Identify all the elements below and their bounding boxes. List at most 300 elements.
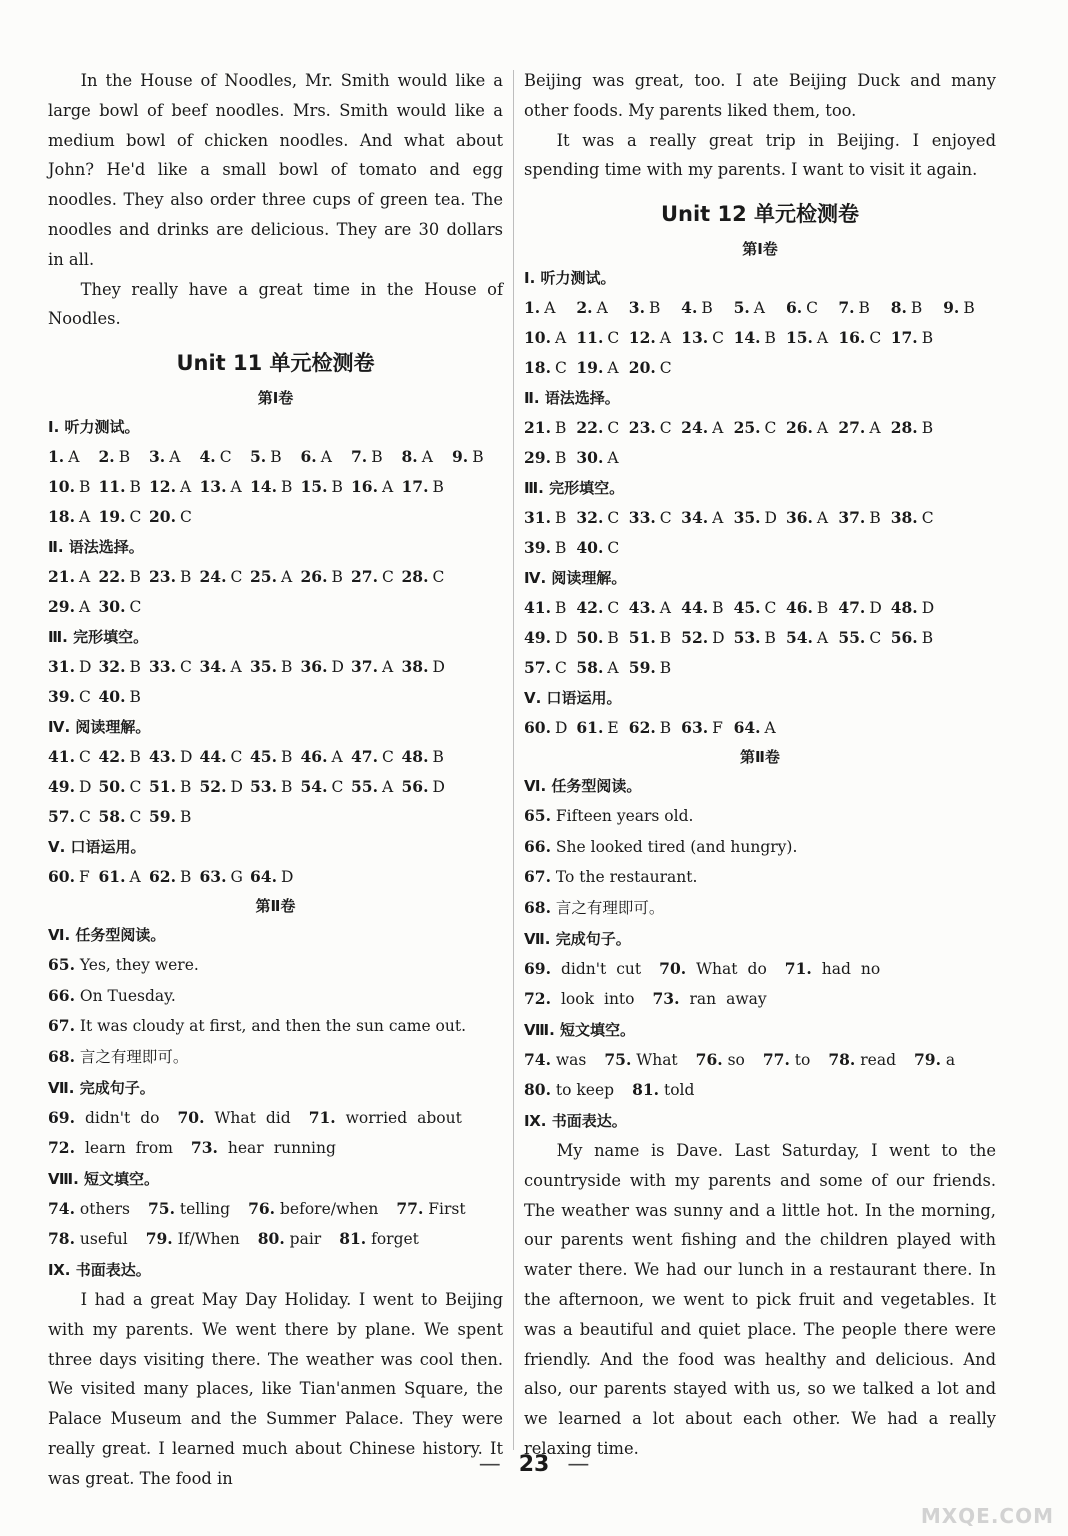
fill-item — [148, 1194, 230, 1225]
answer-item — [99, 592, 150, 622]
answer-item — [301, 442, 352, 472]
answer-item — [891, 413, 943, 443]
question-number: 71. — [308, 1107, 336, 1127]
answer-letter: C — [230, 568, 243, 587]
answer-letter: B — [280, 658, 293, 677]
answer-row — [48, 562, 503, 592]
question-number: 67. — [48, 1016, 75, 1036]
answer-letter: B — [129, 658, 141, 677]
answer-block — [48, 442, 503, 532]
part-title: 第Ⅱ卷 — [740, 748, 780, 767]
question-number: 63. — [199, 867, 227, 887]
answer-word: read — [860, 1050, 896, 1069]
question-number: 35. — [733, 508, 761, 528]
answer-word: First — [428, 1199, 466, 1218]
answer-letter: C — [381, 568, 394, 587]
answer-block — [524, 293, 996, 383]
answer-word: was — [555, 1050, 587, 1069]
answer-letter: C — [78, 688, 91, 707]
answer-item — [48, 502, 99, 532]
question-number: 62. — [149, 867, 176, 887]
answer-letter: A — [764, 719, 776, 738]
answer-row — [48, 802, 503, 832]
answer-letter: A — [712, 419, 724, 438]
answer-row — [524, 593, 996, 623]
question-number: 64. — [250, 867, 277, 887]
answer-letter: A — [816, 509, 829, 528]
answer-letter: B — [764, 629, 776, 648]
answer-text: To the restaurant. — [555, 868, 698, 887]
answer-block — [48, 652, 503, 712]
answer-item — [99, 742, 150, 772]
question-number: 25. — [733, 418, 761, 438]
complete-row — [48, 1103, 503, 1134]
question-number: 15. — [785, 328, 813, 348]
question-number: 57. — [48, 807, 75, 827]
fill-item — [914, 1045, 955, 1076]
answer-letter: A — [331, 748, 343, 767]
answer-item — [301, 562, 352, 592]
answer-row — [48, 502, 503, 532]
question-number: 56. — [401, 777, 429, 797]
answer-letter: B — [118, 448, 131, 467]
fill-block — [48, 1194, 503, 1255]
question-number: 37. — [838, 508, 866, 528]
question-number: 47. — [838, 598, 866, 618]
essay-paragraph: It was a really great trip in Beijing. I enjoyed spending time with my parents. I want to visit it again. — [524, 130, 996, 180]
answer-item — [629, 353, 681, 383]
answer-item — [681, 413, 733, 443]
fill-item — [146, 1224, 240, 1255]
fill-item — [48, 1194, 130, 1225]
answer-item — [629, 713, 681, 743]
question-number: 51. — [149, 777, 176, 797]
essay-paragraph: Beijing was great, too. I ate Beijing Duck and many other foods. My parents liked them, too. — [524, 71, 996, 120]
answer-word: to — [794, 1050, 811, 1069]
question-number: 11. — [576, 328, 604, 348]
answer-item — [250, 562, 301, 592]
question-number: 20. — [628, 358, 656, 378]
question-number: 5. — [733, 298, 750, 318]
answer-text: On Tuesday. — [79, 986, 176, 1005]
answer-word: do — [140, 1108, 160, 1127]
answer-letter: B — [764, 329, 776, 348]
fill-item — [248, 1194, 378, 1225]
question-number: 77. — [762, 1049, 790, 1069]
section-heading: Ⅷ. 短文填空。 — [524, 1020, 636, 1039]
answer-item — [149, 742, 200, 772]
question-number: 62. — [628, 718, 656, 738]
answer-row — [524, 623, 996, 653]
question-number: 69. — [48, 1107, 75, 1127]
question-number: 48. — [890, 598, 918, 618]
complete-item — [48, 1133, 173, 1164]
section-heading: Ⅴ. 口语运用。 — [524, 689, 622, 708]
answer-item — [524, 713, 576, 743]
question-number: 80. — [257, 1229, 285, 1249]
section-heading: Ⅰ. 听力测试。 — [48, 418, 140, 437]
answer-letter: A — [421, 448, 433, 467]
answer-item — [943, 293, 995, 323]
answer-word: running — [273, 1139, 336, 1158]
fill-item — [604, 1045, 677, 1076]
answer-item — [402, 562, 453, 592]
answer-letter: A — [753, 299, 765, 318]
answer-letter: C — [129, 808, 142, 827]
unit-title: Unit 11 单元检测卷 — [176, 351, 375, 376]
answer-word: worried — [345, 1108, 408, 1127]
complete-item — [524, 984, 635, 1015]
answer-item — [402, 772, 453, 802]
answer-letter: B — [179, 568, 192, 587]
answer-item — [891, 323, 943, 353]
answer-row — [48, 862, 503, 892]
left-column — [48, 66, 503, 1494]
question-number: 24. — [681, 418, 709, 438]
answer-letter: B — [280, 478, 293, 497]
section-heading: Ⅴ. 口语运用。 — [48, 838, 146, 857]
answer-item — [734, 713, 786, 743]
answer-item — [734, 623, 786, 653]
answer-item — [576, 593, 628, 623]
answer-item — [402, 652, 453, 682]
answer-item — [681, 503, 733, 533]
question-number: 69. — [524, 958, 551, 978]
answer-letter: C — [554, 359, 567, 378]
answer-letter: B — [129, 568, 141, 587]
answer-letter: B — [179, 778, 192, 797]
watermark-logo — [904, 1470, 1054, 1530]
answer-letter: C — [129, 508, 142, 527]
answer-word: telling — [179, 1199, 231, 1218]
answer-item — [681, 623, 733, 653]
question-number: 2. — [576, 298, 593, 318]
answer-row — [48, 442, 503, 472]
answer-item — [629, 653, 681, 683]
complete-item — [659, 954, 767, 985]
answer-block — [524, 503, 996, 563]
answer-item — [576, 443, 628, 473]
task-answer — [524, 801, 996, 832]
answer-item — [48, 442, 99, 472]
answer-item — [48, 772, 99, 802]
answer-item — [402, 442, 453, 472]
fill-item — [696, 1045, 745, 1076]
answer-item — [838, 593, 890, 623]
answer-item — [149, 442, 200, 472]
question-number: 49. — [48, 777, 75, 797]
answer-item — [48, 562, 99, 592]
question-number: 36. — [785, 508, 813, 528]
answer-item — [734, 503, 786, 533]
part-title: 第Ⅰ卷 — [742, 240, 778, 259]
answer-letter: B — [472, 448, 484, 467]
section-heading: Ⅸ. 书面表达。 — [48, 1260, 151, 1279]
answer-item — [576, 653, 628, 683]
answer-letter: D — [78, 658, 92, 677]
question-number: 39. — [524, 538, 551, 558]
answer-item — [99, 772, 150, 802]
answer-item — [48, 862, 99, 892]
answer-block — [524, 713, 996, 743]
complete-row — [524, 954, 996, 985]
question-number: 70. — [177, 1107, 205, 1127]
question-number: 71. — [784, 958, 812, 978]
question-number: 32. — [98, 657, 126, 677]
answer-row — [48, 682, 503, 712]
question-number: 74. — [524, 1049, 551, 1069]
section-heading: Ⅶ. 完成句子。 — [48, 1078, 155, 1097]
answer-item — [891, 623, 943, 653]
question-number: 12. — [149, 477, 176, 497]
answer-letter: C — [607, 329, 620, 348]
answer-letter: B — [554, 419, 567, 438]
question-number: 57. — [524, 658, 551, 678]
answer-letter: B — [129, 478, 141, 497]
question-number: 43. — [149, 747, 176, 767]
question-number: 18. — [48, 507, 75, 527]
task-answer — [48, 950, 503, 981]
answer-item — [250, 742, 301, 772]
question-number: 23. — [149, 567, 176, 587]
answer-letter: A — [607, 359, 619, 378]
section-heading: Ⅶ. 完成句子。 — [524, 929, 631, 948]
question-number: 50. — [98, 777, 126, 797]
question-number: 31. — [48, 657, 75, 677]
answer-word: did — [265, 1108, 291, 1127]
answer-word: look — [560, 990, 594, 1009]
question-number: 64. — [733, 718, 761, 738]
answer-item — [838, 323, 890, 353]
answer-row — [524, 503, 996, 533]
answer-letter: B — [921, 629, 934, 648]
complete-row — [48, 1133, 503, 1164]
answer-letter: C — [659, 359, 672, 378]
answer-word: a — [945, 1050, 956, 1069]
answer-item — [681, 323, 733, 353]
answer-item — [48, 742, 99, 772]
answer-word: cut — [616, 959, 642, 978]
question-number: 5. — [250, 447, 267, 467]
answer-row — [48, 652, 503, 682]
question-number: 43. — [628, 598, 656, 618]
question-number: 17. — [401, 477, 429, 497]
answer-letter: B — [129, 748, 141, 767]
question-number: 76. — [695, 1049, 723, 1069]
answer-item — [524, 443, 576, 473]
answer-item — [524, 503, 576, 533]
answer-item — [838, 293, 890, 323]
question-number: 13. — [681, 328, 709, 348]
answer-letter: B — [921, 329, 934, 348]
question-number: 1. — [524, 298, 541, 318]
question-number: 65. — [524, 806, 551, 826]
answer-letter: F — [78, 868, 90, 887]
part-title: 第Ⅱ卷 — [255, 897, 296, 916]
question-number: 55. — [351, 777, 378, 797]
answer-word: told — [663, 1081, 695, 1100]
answer-item — [576, 623, 628, 653]
answer-letter: B — [432, 478, 444, 497]
answer-letter: C — [607, 599, 620, 618]
answer-item — [734, 593, 786, 623]
answer-word: didn't — [560, 959, 607, 978]
answer-item — [786, 593, 838, 623]
answer-letter: B — [371, 448, 383, 467]
answer-item — [838, 503, 890, 533]
question-number: 44. — [681, 598, 709, 618]
question-number: 4. — [199, 447, 216, 467]
answer-word: useful — [79, 1230, 128, 1249]
answer-item — [48, 652, 99, 682]
answer-text: She looked tired (and hungry). — [555, 837, 798, 856]
complete-block — [524, 954, 996, 1015]
answer-word: to keep — [555, 1081, 615, 1100]
question-number: 52. — [681, 628, 709, 648]
answer-letter: C — [381, 748, 394, 767]
section-heading: Ⅲ. 完形填空。 — [48, 628, 149, 647]
answer-row — [524, 653, 996, 683]
answer-letter: B — [816, 599, 829, 618]
question-number: 72. — [48, 1138, 75, 1158]
complete-item — [653, 984, 767, 1015]
answer-item — [149, 472, 200, 502]
question-number: 45. — [733, 598, 761, 618]
answer-letter: D — [554, 719, 568, 738]
question-number: 60. — [48, 867, 75, 887]
answer-word: What — [636, 1050, 678, 1069]
question-number: 2. — [98, 447, 115, 467]
section-heading: Ⅱ. 语法选择。 — [48, 538, 144, 557]
answer-item — [524, 293, 576, 323]
answer-letter: A — [68, 448, 80, 467]
question-number: 14. — [733, 328, 761, 348]
question-number: 7. — [351, 447, 368, 467]
fill-row — [48, 1224, 503, 1255]
question-number: 77. — [396, 1198, 424, 1218]
answer-letter: C — [129, 598, 142, 617]
answer-item — [891, 293, 943, 323]
answer-letter: A — [712, 509, 724, 528]
answer-letter: B — [129, 688, 141, 707]
question-number: 59. — [628, 658, 656, 678]
question-number: 27. — [838, 418, 866, 438]
answer-item — [524, 353, 576, 383]
answer-letter: D — [869, 599, 882, 618]
fill-item — [339, 1224, 419, 1255]
answer-letter: A — [544, 299, 556, 318]
answer-item — [351, 652, 402, 682]
fill-row — [48, 1194, 503, 1225]
answer-text: Fifteen years old. — [555, 807, 694, 826]
answer-word: pair — [289, 1230, 322, 1249]
answer-item — [402, 472, 453, 502]
section-heading: Ⅰ. 听力测试。 — [524, 269, 616, 288]
answer-item — [734, 413, 786, 443]
fill-item — [396, 1194, 465, 1225]
question-number: 79. — [145, 1229, 173, 1249]
answer-item — [524, 623, 576, 653]
complete-item — [191, 1133, 336, 1164]
fill-item — [524, 1045, 586, 1076]
task-block — [48, 950, 503, 1072]
question-number: 41. — [524, 598, 551, 618]
answer-word: If/When — [177, 1230, 240, 1249]
answer-letter: A — [381, 478, 394, 497]
section-heading: Ⅳ. 阅读理解。 — [524, 569, 627, 588]
answer-item — [99, 652, 150, 682]
question-number: 32. — [576, 508, 604, 528]
question-number: 11. — [98, 477, 126, 497]
essay-paragraph: I had a great May Day Holiday. I went to Beijing with my parents. We went there by plane. We spent three days visiting there. The weather was cool then. We visited many places, like Tian'anmen Square, the Palace Museum and the Summer Palace. They were really great. I learned much about Chinese history. It was great. The food in — [48, 1289, 503, 1488]
answer-letter: B — [963, 299, 975, 318]
complete-item — [178, 1103, 291, 1134]
question-number: 44. — [199, 747, 227, 767]
answer-letter: A — [659, 599, 671, 618]
question-number: 78. — [48, 1229, 75, 1249]
complete-item — [524, 954, 641, 985]
answer-text: Yes, they were. — [79, 956, 199, 975]
answer-letter: C — [607, 539, 620, 558]
answer-letter: C — [869, 329, 882, 348]
answer-letter: B — [554, 509, 567, 528]
answer-word: before/when — [280, 1199, 379, 1218]
task-answer — [524, 832, 996, 863]
question-number: 81. — [632, 1080, 660, 1100]
answer-letter: A — [320, 448, 332, 467]
answer-block — [48, 862, 503, 892]
answer-letter: A — [78, 568, 91, 587]
answer-item — [200, 442, 251, 472]
question-number: 38. — [401, 657, 429, 677]
answer-letter: D — [554, 629, 568, 648]
answer-item — [149, 502, 200, 532]
answer-row — [524, 533, 996, 563]
answer-word: hear — [227, 1139, 264, 1158]
question-number: 50. — [576, 628, 604, 648]
answer-item — [402, 742, 453, 772]
answer-letter: D — [432, 658, 445, 677]
answer-item — [576, 413, 628, 443]
question-number: 73. — [190, 1138, 218, 1158]
answer-word: about — [417, 1108, 462, 1127]
answer-letter: A — [230, 478, 242, 497]
answer-item — [681, 593, 733, 623]
answer-letter: D — [78, 778, 92, 797]
answer-item — [99, 682, 150, 712]
question-number: 46. — [300, 747, 328, 767]
answer-letter: C — [78, 808, 91, 827]
question-number: 21. — [524, 418, 551, 438]
answer-item — [149, 802, 200, 832]
answer-letter: D — [179, 748, 193, 767]
answer-letter: A — [381, 658, 394, 677]
question-number: 22. — [98, 567, 126, 587]
answer-item — [48, 682, 99, 712]
question-number: 59. — [149, 807, 176, 827]
answer-row — [524, 443, 996, 473]
fill-block — [524, 1045, 996, 1106]
essay-paragraph: In the House of Noodles, Mr. Smith would like a large bowl of beef noodles. Mrs. Smith would like a medium bowl of chicken noodles. And what about John? He'd like a small bowl of tomato and egg noodles. They also order three cups of green tea. The noodles and drinks are delicious. They are 30 dollars in all. — [48, 71, 503, 269]
essay-paragraph: My name is Dave. Last Saturday, I went to the countryside with my parents and some of our friends. The weather was sunny and a little hot. In the morning, our parents went fishing and the children played with water there. We had our lunch in a restaurant there. In the afternoon, we went to pick fruit and vegetables. It was a beautiful and quiet place. The people there were friendly. And the food was healthy and delicious. And also, our parents stayed with us, so we talked a lot and we learned a lot about each other. We had a really relaxing time. — [524, 1140, 996, 1458]
question-number: 40. — [98, 687, 126, 707]
answer-letter: B — [331, 568, 343, 587]
answer-letter: B — [858, 299, 870, 318]
question-number: 45. — [250, 747, 277, 767]
question-number: 66. — [524, 836, 551, 856]
answer-word: into — [603, 990, 635, 1009]
answer-item — [351, 562, 402, 592]
